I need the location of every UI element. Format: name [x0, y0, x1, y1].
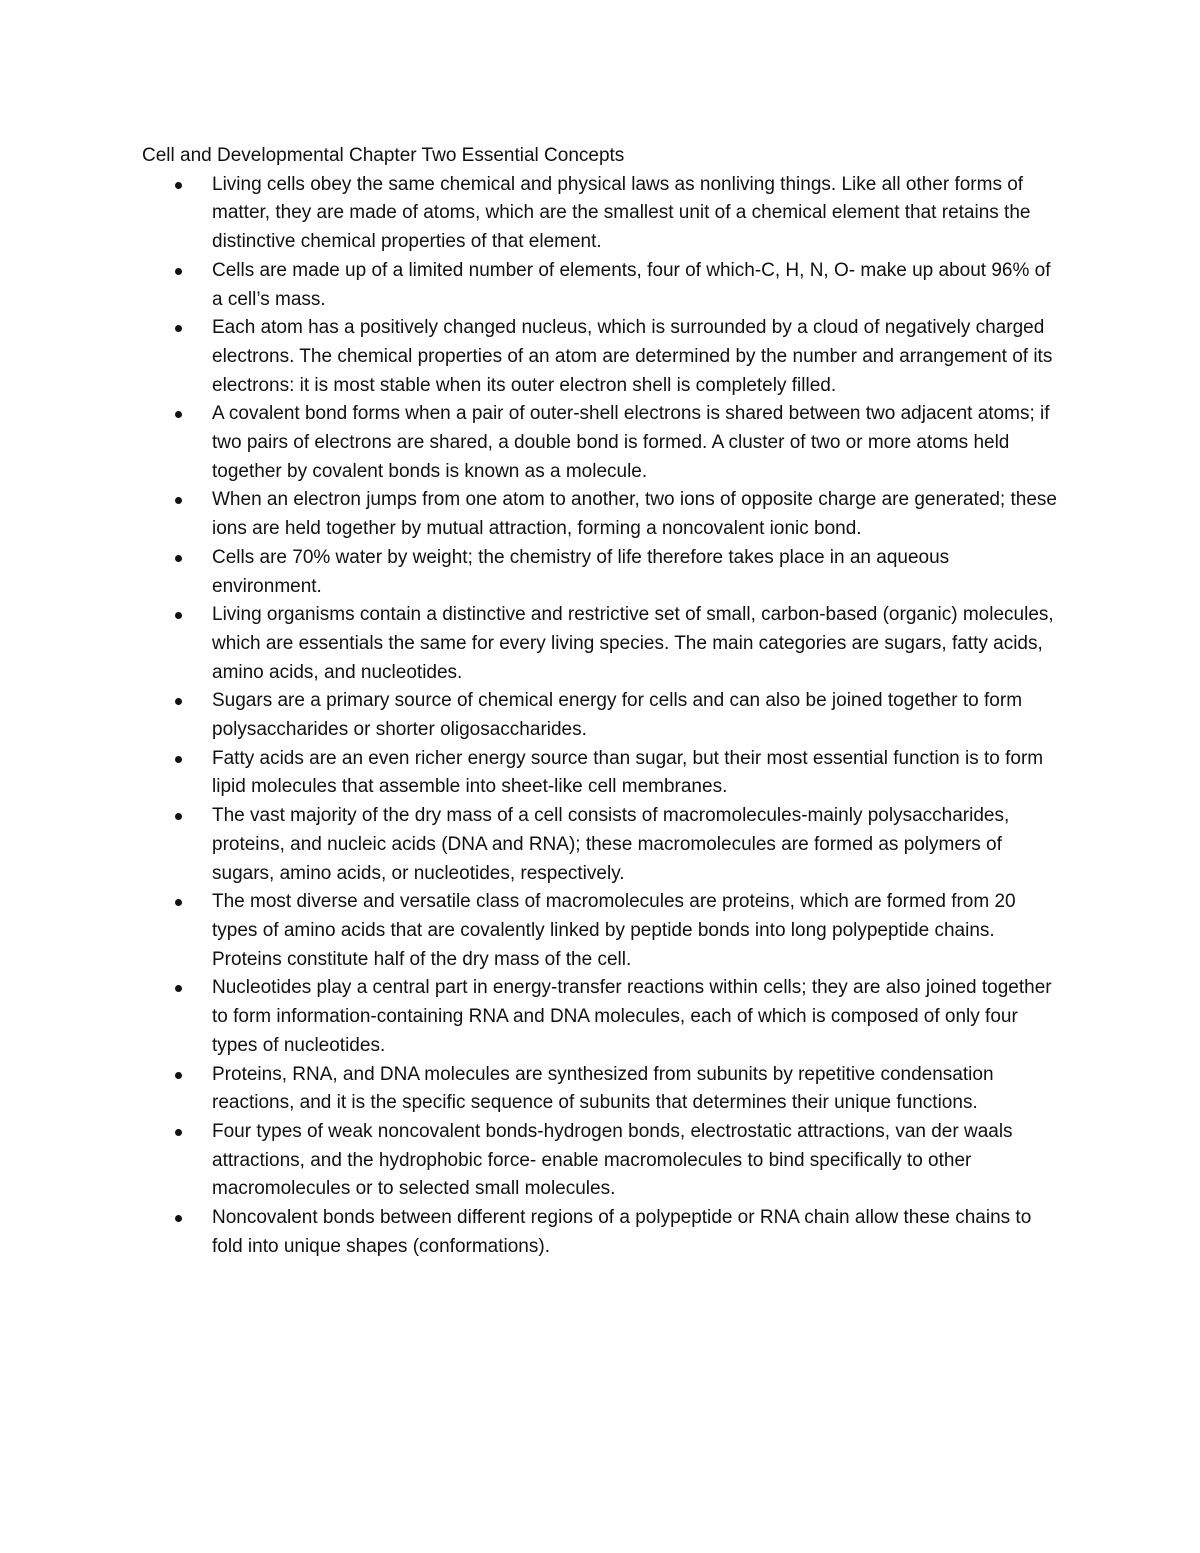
- bullet-dot-icon: [175, 985, 182, 992]
- bullet-dot-icon: [175, 612, 182, 619]
- bullet-item: [142, 974, 1062, 1060]
- bullet-text: Living organisms contain a distinctive and restrictive set of small, carbon-based (organic) molecules, which are essentials the same for every living species. The main categories are sugars, fatty acids, amino acids, and nucleotides.: [212, 604, 1054, 683]
- bullet-item: [142, 400, 1062, 486]
- bullet-text: Living cells obey the same chemical and physical laws as nonliving things. Like all other forms of matter, they are made of atoms, which are the smallest unit of a chemical element that retains the distinctive chemical properties of that element.: [212, 173, 1031, 253]
- bullet-item: [142, 257, 1062, 314]
- bullet-text: When an electron jumps from one atom to another, two ions of opposite charge are generated; these ions are held together by mutual attraction, forming a noncovalent ionic bond.: [212, 489, 1057, 540]
- bullet-dot-icon: [175, 411, 182, 418]
- bullet-dot-icon: [175, 1215, 182, 1222]
- bullet-item: [142, 1061, 1062, 1118]
- document-body: [142, 142, 1062, 1261]
- bullet-text: Each atom has a positively changed nucleus, which is surrounded by a cloud of negatively charged electrons. The chemical properties of an atom are determined by the number and arrangement of its electrons: it is most stable when its outer electron shell is completely filled.: [212, 317, 1053, 396]
- bullet-item: [142, 802, 1062, 888]
- bullet-item: [142, 745, 1062, 802]
- bullet-item: [142, 687, 1062, 744]
- bullet-text: Proteins, RNA, and DNA molecules are synthesized from subunits by repetitive condensation reactions, and it is the specific sequence of subunits that determines their unique functions.: [212, 1063, 994, 1114]
- bullet-dot-icon: [175, 1129, 182, 1136]
- bullet-item: [142, 888, 1062, 974]
- bullet-text: The vast majority of the dry mass of a cell consists of macromolecules-mainly polysaccharides, proteins, and nucleic acids (DNA and RNA); these macromolecules are formed as polymers of sugars, amino acids, or nucleotides, respectively.: [212, 805, 1010, 884]
- bullet-text: Sugars are a primary source of chemical energy for cells and can also be joined together to form polysaccharides or shorter oligosaccharides.: [212, 690, 1023, 741]
- bullet-item: [142, 1204, 1062, 1261]
- document-title: Cell and Developmental Chapter Two Essential Concepts: [142, 145, 625, 166]
- bullet-dot-icon: [175, 899, 182, 906]
- bullet-dot-icon: [175, 698, 182, 705]
- bullet-dot-icon: [175, 497, 182, 504]
- bullet-item: [142, 601, 1062, 687]
- bullet-text: Noncovalent bonds between different regions of a polypeptide or RNA chain allow these chains to fold into unique shapes (conformations).: [212, 1207, 1032, 1257]
- bullet-item: [142, 171, 1062, 257]
- bullet-text: A covalent bond forms when a pair of outer-shell electrons is shared between two adjacent atoms; if two pairs of electrons are shared, a double bond is formed. A cluster of two or more atoms held together by covalent bonds is known as a molecule.: [212, 403, 1050, 482]
- bullet-text: Nucleotides play a central part in energy-transfer reactions within cells; they are also joined together to form information-containing RNA and DNA molecules, each of which is composed of only four types of nucleotides.: [212, 977, 1052, 1056]
- bullet-dot-icon: [175, 182, 182, 189]
- bullet-text: Cells are made up of a limited number of elements, four of which-C, H, N, O- make up about 96% of a cell’s mass.: [212, 259, 1051, 310]
- bullet-item: [142, 544, 1062, 601]
- bullet-list: [142, 171, 1062, 1262]
- bullet-dot-icon: [175, 325, 182, 332]
- bullet-dot-icon: [175, 756, 182, 763]
- bullet-text: Four types of weak noncovalent bonds-hydrogen bonds, electrostatic attractions, van der waals attractions, and the hydrophobic force- enable macromolecules to bind specifically to other macromolecules or to selected small molecules.: [212, 1120, 1013, 1200]
- bullet-item: [142, 486, 1062, 543]
- bullet-dot-icon: [175, 813, 182, 820]
- bullet-text: Fatty acids are an even richer energy source than sugar, but their most essential function is to form lipid molecules that assemble into sheet-like cell membranes.: [212, 747, 1044, 798]
- bullet-text: Cells are 70% water by weight; the chemistry of life therefore takes place in an aqueous environment.: [212, 546, 950, 597]
- bullet-dot-icon: [175, 1072, 182, 1079]
- bullet-text: The most diverse and versatile class of macromolecules are proteins, which are formed from 20 types of amino acids that are covalently linked by peptide bonds into long polypeptide chains. Proteins constitute half of the dry mass of the cell.: [212, 891, 1016, 970]
- bullet-item: [142, 1118, 1062, 1204]
- bullet-item: [142, 314, 1062, 400]
- bullet-dot-icon: [175, 268, 182, 275]
- bullet-dot-icon: [175, 555, 182, 562]
